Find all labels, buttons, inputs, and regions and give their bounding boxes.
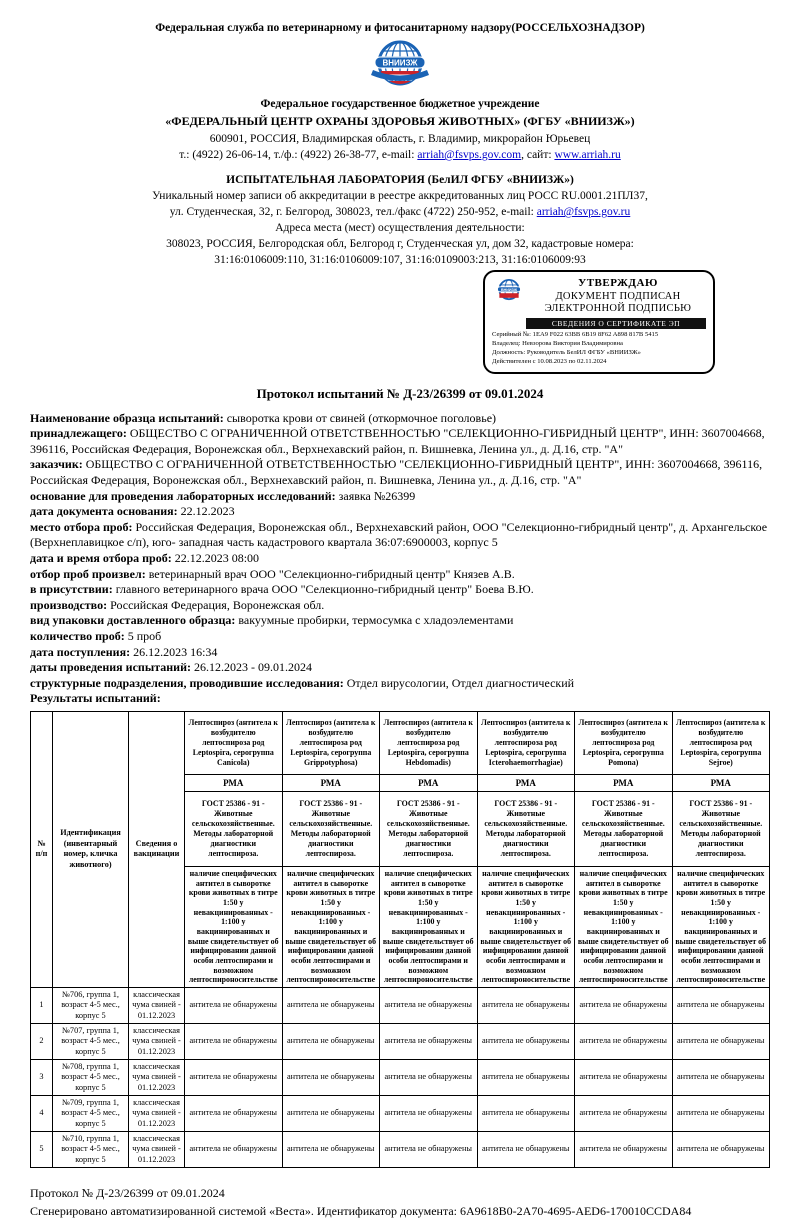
result-cell: антитела не обнаружены bbox=[672, 1023, 770, 1059]
stamp-top bbox=[492, 277, 706, 315]
field-customer bbox=[30, 457, 770, 488]
test-name-header: Лептоспироз (антитела к возбудителю лептоспироза род Leptospira, серогруппа Pomona) bbox=[575, 711, 673, 774]
row-number: 4 bbox=[31, 1095, 53, 1131]
org-website-link[interactable]: www.arriah.ru bbox=[554, 149, 621, 161]
lab-cadastral-numbers: 31:16:0106009:110, 31:16:0106009:107, 31:16:0109003:213, 31:16:0106009:93 bbox=[214, 254, 586, 266]
vaccination-info: классическая чума свиней - 01.12.2023 bbox=[129, 1059, 185, 1095]
result-cell: антитела не обнаружены bbox=[185, 1023, 283, 1059]
stamp-serial: Серийный №: 1EA9 F022 63BB 6B19 8F62 A898 817B 5415 bbox=[492, 331, 659, 339]
stamp-text bbox=[530, 277, 706, 315]
standard-header: ГОСТ 25386 - 91 - Животные сельскохозяйственные. Методы лабораторной диагностики лептоспироза. bbox=[380, 791, 478, 866]
standard-header: ГОСТ 25386 - 91 - Животные сельскохозяйственные. Методы лабораторной диагностики лептоспироза. bbox=[575, 791, 673, 866]
method-header: РМА bbox=[672, 774, 770, 791]
results-table bbox=[30, 711, 770, 1168]
result-cell: антитела не обнаружены bbox=[672, 1131, 770, 1167]
method-header: РМА bbox=[477, 774, 575, 791]
table-row bbox=[31, 987, 770, 1023]
col-header-num: № п/п bbox=[31, 711, 53, 987]
result-cell: антитела не обнаружены bbox=[185, 987, 283, 1023]
criteria-header: наличие специфических антител в сыворотке крови животных в титре 1:50 у невакцинированных - 1:100 у вакцинированных и выше свидетельствует об инфицировании данной особи лептоспирами и возможном лептоспироносительстве bbox=[185, 866, 283, 987]
stamp-approve: УТВЕРЖДАЮ bbox=[578, 277, 658, 289]
lab-title: ИСПЫТАТЕЛЬНАЯ ЛАБОРАТОРИЯ (БелИЛ ФГБУ «ВНИИЗЖ») bbox=[226, 174, 574, 186]
agency-name: Федеральная служба по ветеринарному и фитосанитарному надзору(РОССЕЛЬХОЗНАДЗОР) bbox=[155, 22, 645, 34]
test-name-header: Лептоспироз (антитела к возбудителю лептоспироза род Leptospira, серогруппа Icterohaemorrhagiae) bbox=[477, 711, 575, 774]
field-value: 5 проб bbox=[124, 629, 162, 643]
page-title: Протокол испытаний № Д-23/26399 от 09.01.2024 bbox=[256, 385, 544, 401]
criteria-header: наличие специфических антител в сыворотке крови животных в титре 1:50 у невакцинированных - 1:100 у вакцинированных и выше свидетельствует об инфицировании данной особи лептоспирами и возможном лептоспироносительстве bbox=[477, 866, 575, 987]
animal-id: №708, группа 1, возраст 4-5 мес., корпус 5 bbox=[53, 1059, 129, 1095]
field-basis-date bbox=[30, 504, 770, 520]
protocol-fields bbox=[30, 411, 770, 707]
standard-header: ГОСТ 25386 - 91 - Животные сельскохозяйственные. Методы лабораторной диагностики лептоспироза. bbox=[282, 791, 380, 866]
field-value: 26.12.2023 - 09.01.2024 bbox=[190, 660, 312, 675]
svg-text:ВНИИЗЖ: ВНИИЗЖ bbox=[500, 287, 518, 292]
table-row bbox=[31, 1095, 770, 1131]
contacts-prefix: т.: (4922) 26-06-14, т./ф.: (4922) 26-38-77, e-mail: bbox=[179, 149, 418, 161]
field-label: структурные подразделения, проводившие исследования: bbox=[30, 675, 344, 690]
row-number: 3 bbox=[31, 1059, 53, 1095]
org-type: Федеральное государственное бюджетное учреждение bbox=[260, 98, 540, 110]
field-sampled-by bbox=[30, 567, 770, 583]
org-address: 600901, РОССИЯ, Владимирская область, г. Владимир, микрорайон Юрьевец bbox=[209, 133, 591, 145]
header-row-tests bbox=[31, 711, 770, 774]
digital-signature-stamp bbox=[483, 270, 715, 374]
globe-logo-icon bbox=[363, 37, 437, 91]
test-name-header: Лептоспироз (антитела к возбудителю лептоспироза род Leptospira, серогруппа Canicola) bbox=[185, 711, 283, 774]
field-value: 22.12.2023 bbox=[177, 504, 235, 519]
col-header-vaccination: Сведения о вакцинации bbox=[129, 711, 185, 987]
field-value: ветеринарный врач ООО "Селекционно-гибридный центр" Князев А.В. bbox=[145, 566, 515, 581]
lab-activity-address: 308023, РОССИЯ, Белгородская обл, Белгород г, Студенческая ул, дом 32, кадастровые номера: bbox=[166, 238, 634, 250]
stamp-owner: Владелец: Невзорова Виктория Владимировна bbox=[492, 340, 623, 348]
field-label: принадлежащего: bbox=[30, 426, 127, 441]
footer-generated-by: Сгенерировано автоматизированной системой «Веста». Идентификатор документа: 6A9618B0-2A70-4695-AED6-170010CCDA84 bbox=[30, 1203, 692, 1218]
field-label: дата документа основания: bbox=[30, 504, 178, 519]
result-cell: антитела не обнаружены bbox=[477, 987, 575, 1023]
footer bbox=[30, 1184, 770, 1220]
field-owner bbox=[30, 426, 770, 457]
field-value: вакуумные пробирки, термосумка с хладоэлементами bbox=[235, 613, 514, 628]
result-cell: антитела не обнаружены bbox=[282, 1023, 380, 1059]
result-cell: антитела не обнаружены bbox=[380, 1023, 478, 1059]
field-in-presence bbox=[30, 582, 770, 598]
field-value: ОБЩЕСТВО С ОГРАНИЧЕННОЙ ОТВЕТСТВЕННОСТЬЮ "СЕЛЕКЦИОННО-ГИБРИДНЫЙ ЦЕНТР", ИНН: 3607004668, 396116, Российская Федерация, Воронежская обл., Верхнехавский район, п. Вишневка, Ленина ул., д. Д.16, стр. "А" bbox=[30, 457, 763, 488]
table-row bbox=[31, 1131, 770, 1167]
stamp-validity: Действителен с 10.08.2023 по 02.11.2024 bbox=[492, 357, 607, 365]
animal-id: №709, группа 1, возраст 4-5 мес., корпус 5 bbox=[53, 1095, 129, 1131]
result-cell: антитела не обнаружены bbox=[282, 1059, 380, 1095]
result-cell: антитела не обнаружены bbox=[477, 1059, 575, 1095]
vaccination-info: классическая чума свиней - 01.12.2023 bbox=[129, 1095, 185, 1131]
field-label: в присутствии: bbox=[30, 582, 113, 597]
field-packaging bbox=[30, 613, 770, 629]
field-sample-count bbox=[30, 629, 770, 645]
vaccination-info: классическая чума свиней - 01.12.2023 bbox=[129, 987, 185, 1023]
field-label: отбор проб произвел: bbox=[30, 566, 146, 581]
stamp-row bbox=[30, 270, 715, 374]
field-production bbox=[30, 598, 770, 614]
standard-header: ГОСТ 25386 - 91 - Животные сельскохозяйственные. Методы лабораторной диагностики лептоспироза. bbox=[477, 791, 575, 866]
field-value: главного ветеринарного врача ООО "Селекционно-гибридный центр" Боева В.Ю. bbox=[112, 582, 534, 597]
result-cell: антитела не обнаружены bbox=[477, 1023, 575, 1059]
row-number: 5 bbox=[31, 1131, 53, 1167]
field-receipt-date bbox=[30, 645, 770, 661]
result-cell: антитела не обнаружены bbox=[575, 1095, 673, 1131]
field-value: 26.12.2023 16:34 bbox=[130, 644, 218, 659]
lab-activity-label: Адреса места (мест) осуществления деятельности: bbox=[275, 222, 525, 234]
result-cell: антитела не обнаружены bbox=[477, 1095, 575, 1131]
field-sampling-place bbox=[30, 520, 770, 551]
org-name: «ФЕДЕРАЛЬНЫЙ ЦЕНТР ОХРАНЫ ЗДОРОВЬЯ ЖИВОТНЫХ» (ФГБУ «ВНИИЗЖ») bbox=[165, 114, 635, 128]
method-header: РМА bbox=[185, 774, 283, 791]
logo-text: ВНИИЗЖ bbox=[382, 58, 418, 68]
lab-block bbox=[30, 174, 770, 266]
org-email-link[interactable]: arriah@fsvps.gov.com bbox=[417, 149, 522, 161]
field-label: вид упаковки доставленного образца: bbox=[30, 613, 236, 628]
result-cell: антитела не обнаружены bbox=[477, 1131, 575, 1167]
test-name-header: Лептоспироз (антитела к возбудителю лептоспироза род Leptospira, серогруппа Sejroe) bbox=[672, 711, 770, 774]
stamp-cert-bar: СВЕДЕНИЯ О СЕРТИФИКАТЕ ЭП bbox=[526, 318, 706, 329]
animal-id: №707, группа 1, возраст 4-5 мес., корпус 5 bbox=[53, 1023, 129, 1059]
result-cell: антитела не обнаружены bbox=[575, 987, 673, 1023]
result-cell: антитела не обнаружены bbox=[185, 1131, 283, 1167]
field-label: Наименование образца испытаний: bbox=[30, 410, 224, 425]
result-cell: антитела не обнаружены bbox=[672, 987, 770, 1023]
row-number: 1 bbox=[31, 987, 53, 1023]
field-departments bbox=[30, 676, 770, 692]
vaccination-info: классическая чума свиней - 01.12.2023 bbox=[129, 1131, 185, 1167]
lab-address bbox=[30, 206, 770, 218]
field-value: ОБЩЕСТВО С ОГРАНИЧЕННОЙ ОТВЕТСТВЕННОСТЬЮ "СЕЛЕКЦИОННО-ГИБРИДНЫЙ ЦЕНТР", ИНН: 3607004668, 396116, Российская Федерация, Воронежская обл., Верхнехавский район, п. Вишневка, Ленина ул., д. Д.16, стр. "А" bbox=[30, 426, 765, 456]
field-basis bbox=[30, 489, 770, 505]
org-contacts bbox=[30, 149, 770, 161]
col-header-id: Идентификация (инвентарный номер, кличка животного) bbox=[53, 711, 129, 987]
criteria-header: наличие специфических антител в сыворотке крови животных в титре 1:50 у невакцинированных - 1:100 у вакцинированных и выше свидетельствует об инфицировании данной особи лептоспирами и возможном лептоспироносительстве bbox=[380, 866, 478, 987]
field-value: сыворотка крови от свиней (откормочное поголовье) bbox=[223, 410, 497, 425]
criteria-header: наличие специфических антител в сыворотке крови животных в титре 1:50 у невакцинированных - 1:100 у вакцинированных и выше свидетельствует об инфицировании данной особи лептоспирами и возможном лептоспироносительстве bbox=[282, 866, 380, 987]
field-sample-name bbox=[30, 411, 770, 427]
field-label: место отбора проб: bbox=[30, 519, 133, 534]
animal-id: №706, группа 1, возраст 4-5 мес., корпус 5 bbox=[53, 987, 129, 1023]
field-label: производство: bbox=[30, 597, 108, 612]
field-test-dates bbox=[30, 660, 770, 676]
result-cell: антитела не обнаружены bbox=[575, 1131, 673, 1167]
field-value: Российская Федерация, Воронежская обл., Верхнехавский район, ООО "Селекционно-гибридный центр", д. Архангельское (Верхнеплавицкое с/п), юго- западная часть кадастрового квартала 36:07:6900003, корпус 5 bbox=[30, 519, 768, 550]
row-number: 2 bbox=[31, 1023, 53, 1059]
result-cell: антитела не обнаружены bbox=[575, 1023, 673, 1059]
lab-accreditation: Уникальный номер записи об аккредитации в реестре аккредитованных лиц РОСС RU.0001.21ПЛ37, bbox=[152, 190, 648, 202]
field-label: даты проведения испытаний: bbox=[30, 660, 191, 675]
field-value: заявка №26399 bbox=[335, 488, 416, 503]
animal-id: №710, группа 1, возраст 4-5 мес., корпус 5 bbox=[53, 1131, 129, 1167]
vaccination-info: классическая чума свиней - 01.12.2023 bbox=[129, 1023, 185, 1059]
vniizh-logo bbox=[30, 37, 770, 96]
result-cell: антитела не обнаружены bbox=[380, 1059, 478, 1095]
field-label: дата и время отбора проб: bbox=[30, 551, 172, 566]
stamp-logo-icon bbox=[492, 277, 526, 303]
lab-address-prefix: ул. Студенческая, 32, г. Белгород, 308023, тел./факс (4722) 250-952, e-mail: bbox=[169, 206, 537, 218]
result-cell: антитела не обнаружены bbox=[185, 1095, 283, 1131]
result-cell: антитела не обнаружены bbox=[380, 1131, 478, 1167]
results-heading bbox=[30, 691, 770, 707]
criteria-header: наличие специфических антител в сыворотке крови животных в титре 1:50 у невакцинированных - 1:100 у вакцинированных и выше свидетельствует об инфицировании данной особи лептоспирами и возможном лептоспироносительстве bbox=[672, 866, 770, 987]
method-header: РМА bbox=[380, 774, 478, 791]
result-cell: антитела не обнаружены bbox=[185, 1059, 283, 1095]
footer-protocol-number: Протокол № Д-23/26399 от 09.01.2024 bbox=[30, 1185, 225, 1200]
result-cell: антитела не обнаружены bbox=[380, 987, 478, 1023]
test-name-header: Лептоспироз (антитела к возбудителю лептоспироза род Leptospira, серогруппа Hebdomadis) bbox=[380, 711, 478, 774]
result-cell: антитела не обнаружены bbox=[672, 1059, 770, 1095]
table-row bbox=[31, 1059, 770, 1095]
lab-email-link[interactable]: arriah@fsvps.gov.ru bbox=[536, 206, 631, 218]
result-cell: антитела не обнаружены bbox=[282, 1095, 380, 1131]
criteria-header: наличие специфических антител в сыворотке крови животных в титре 1:50 у невакцинированных - 1:100 у вакцинированных и выше свидетельствует об инфицировании данной особи лептоспирами и возможном лептоспироносительстве bbox=[575, 866, 673, 987]
method-header: РМА bbox=[282, 774, 380, 791]
field-value: Российская Федерация, Воронежская обл. bbox=[107, 597, 325, 612]
contacts-mid: , сайт: bbox=[521, 149, 555, 161]
standard-header: ГОСТ 25386 - 91 - Животные сельскохозяйственные. Методы лабораторной диагностики лептоспироза. bbox=[672, 791, 770, 866]
standard-header: ГОСТ 25386 - 91 - Животные сельскохозяйственные. Методы лабораторной диагностики лептоспироза. bbox=[185, 791, 283, 866]
field-label: заказчик: bbox=[30, 457, 83, 472]
result-cell: антитела не обнаружены bbox=[380, 1095, 478, 1131]
test-name-header: Лептоспироз (антитела к возбудителю лептоспироза род Leptospira, серогруппа Grippotyphosa) bbox=[282, 711, 380, 774]
stamp-position: Должность: Руководитель БелИЛ ФГБУ «ВНИИЗЖ» bbox=[492, 348, 641, 356]
method-header: РМА bbox=[575, 774, 673, 791]
field-label: количество проб: bbox=[30, 629, 125, 643]
field-label: основание для проведения лабораторных исследований: bbox=[30, 488, 336, 503]
result-cell: антитела не обнаружены bbox=[672, 1095, 770, 1131]
result-cell: антитела не обнаружены bbox=[282, 1131, 380, 1167]
result-cell: антитела не обнаружены bbox=[282, 987, 380, 1023]
field-label: дата поступления: bbox=[30, 644, 131, 659]
table-row bbox=[31, 1023, 770, 1059]
stamp-signed: ДОКУМЕНТ ПОДПИСАН ЭЛЕКТРОННОЙ ПОДПИСЬЮ bbox=[544, 291, 692, 315]
field-sampling-datetime bbox=[30, 551, 770, 567]
field-value: 22.12.2023 08:00 bbox=[171, 551, 260, 566]
result-cell: антитела не обнаружены bbox=[575, 1059, 673, 1095]
field-value: Отдел вирусологии, Отдел диагностический bbox=[343, 675, 575, 690]
field-label: Результаты испытаний: bbox=[30, 691, 161, 706]
